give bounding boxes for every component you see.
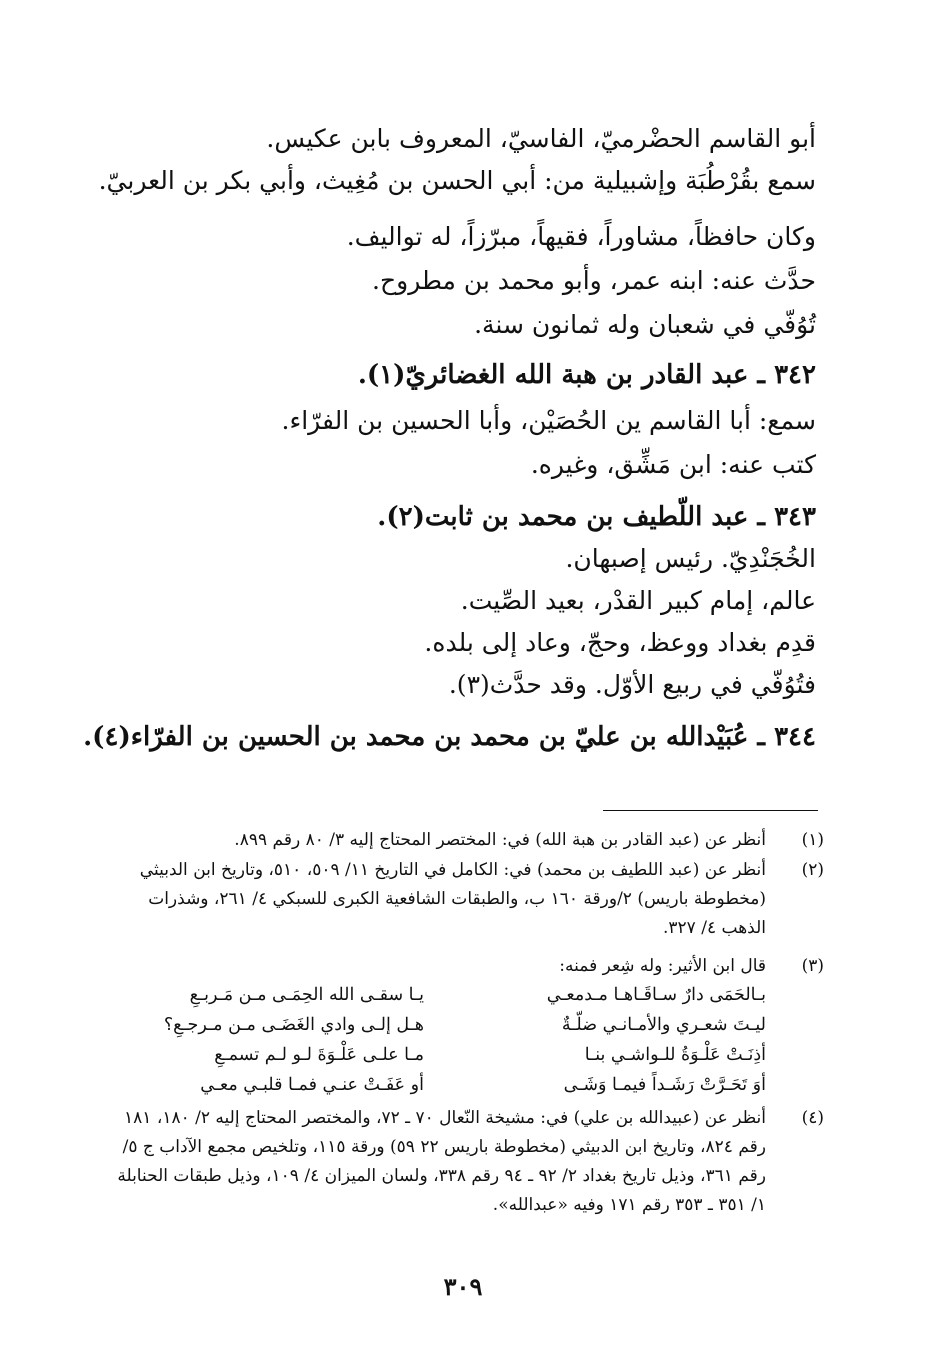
footnote-number: (١): [801, 830, 824, 850]
body-line: سمع بقُرْطُبَة وإشبيلية من: أبي الحسن بن مُغِيث، وأبي بكر بن العربيّ.: [98, 166, 816, 195]
footnote-number: (٤): [801, 1108, 824, 1128]
body-line: حدَّث عنه: ابنه عمر، وأبو محمد بن مطروح.: [372, 266, 816, 295]
body-line: فتُوُفّي في ربيع الأوّل. وقد حدَّث(٣).: [448, 670, 816, 699]
footnote-number: (٣): [801, 956, 824, 976]
poem-hemistich: أوَ تَحَـرَّتْ رَشَـداً فيمـا وَشَـى: [563, 1075, 766, 1095]
body-line: عالم، إمام كبير القدْر، بعيد الصِّيت.: [460, 586, 816, 615]
footnote-1: [104, 826, 824, 856]
poem-hemistich: أذِنَـتْ عَلْـوَةُ للـواشـي بنـا: [584, 1045, 766, 1065]
body-line: سمع: أبا القاسم ين الحُصَيْن، وأبا الحسين بن الفرّاء.: [281, 406, 816, 435]
footnote-number: (٢): [801, 860, 824, 880]
footnote-text: قال ابن الأثير: وله شِعر فمنه:: [559, 956, 766, 976]
footnote-separator: [603, 810, 818, 811]
footnote-poem: [104, 985, 766, 1105]
poem-hemistich: ليـتَ شعـري والأمـانـي ضلّـةٌ: [561, 1015, 766, 1035]
body-line: الخُجَنْدِيّ. رئيس إصبهان.: [565, 544, 816, 573]
footnote-text: أنظر عن (عبيدالله بن علي) في: مشيخة النّعال ٧٠ ـ ٧٢، والمختصر المحتاج إليه ٢/ ١٨٠، ١٨١ رقم ٨٢٤، وتاريخ ابن الدبيثي (مخطوطة باريس ٢٢ ٥٩) ورقة ١١٥، وتلخيص مجمع الآداب ج ٥/رقم ٣٦١، وذيل تاريخ بغداد ٢/ ٩٢ ـ ٩٤ رقم ٣٣٨، ولسان الميزان ٤/ ١٠٩، وذيل طبقات الحنابلة ١/ ٣٥١ ـ ٣٥٣ رقم ١٧١ وفيه «عبدالله».: [117, 1108, 766, 1215]
poem-hemistich: يـا سقـى الله الحِمَـى مـن مَـربـعِ: [189, 985, 424, 1005]
poem-hemistich: مـا علـى عَلْـوَةَ لـو لـم تسمـعِ: [214, 1045, 424, 1065]
entry-heading-343: ٣٤٣ ـ عبد اللّطيف بن محمد بن ثابت(٢).: [377, 502, 816, 532]
page-number: ٣٠٩: [443, 1272, 483, 1301]
footnote-2: [104, 856, 824, 946]
body-line: وكان حافظاً، مشاوراً، فقيهاً، مبرّزاً، له تواليف.: [346, 222, 816, 251]
body-line: كتب عنه: ابن مَشِّق، وغيره.: [530, 450, 816, 479]
footnote-4: [104, 1104, 824, 1224]
entry-heading-344: ٣٤٤ ـ عُبَيْدالله بن عليّ بن محمد بن محمد بن الحسين بن الفرّاء(٤).: [83, 722, 816, 752]
body-line: أبو القاسم الحضْرميّ، الفاسيّ، المعروف بابن عكيس.: [266, 124, 816, 153]
poem-hemistich: أو عَفَـتْ عنـي فمـا قلبـي معـي: [200, 1075, 424, 1095]
footnote-text: أنظر عن (عبد القادر بن هبة الله) في: المختصر المحتاج إليه ٣/ ٨٠ رقم ٨٩٩.: [234, 830, 766, 850]
body-line: تُوُفّي في شعبان وله ثمانون سنة.: [474, 310, 816, 339]
footnote-3: [104, 952, 824, 982]
poem-hemistich: بـالحَمَى دارٌ سـاقَـاهـا مـدمعـي: [546, 985, 766, 1005]
footnote-text: أنظر عن (عبد اللطيف بن محمد) في: الكامل في التاريخ ١١/ ٥٠٩، ٥١٠، وتاريخ ابن الدبيثي (مخطوطة باريس) ٢/ورقة ١٦٠ ب، والطبقات الشافعية الكبرى للسبكي ٤/ ٢٦١، وشذرات الذهب ٤/ ٣٢٧.: [139, 860, 766, 938]
poem-hemistich: هـل إلـى وادي الغَضَـى مـن مـرجـعِ؟: [163, 1015, 424, 1035]
body-line: قدِم بغداد ووعظ، وحجّ، وعاد إلى بلده.: [424, 628, 816, 657]
entry-heading-342: ٣٤٢ ـ عبد القادر بن هبة الله الغضائريّ(١).: [357, 360, 816, 390]
